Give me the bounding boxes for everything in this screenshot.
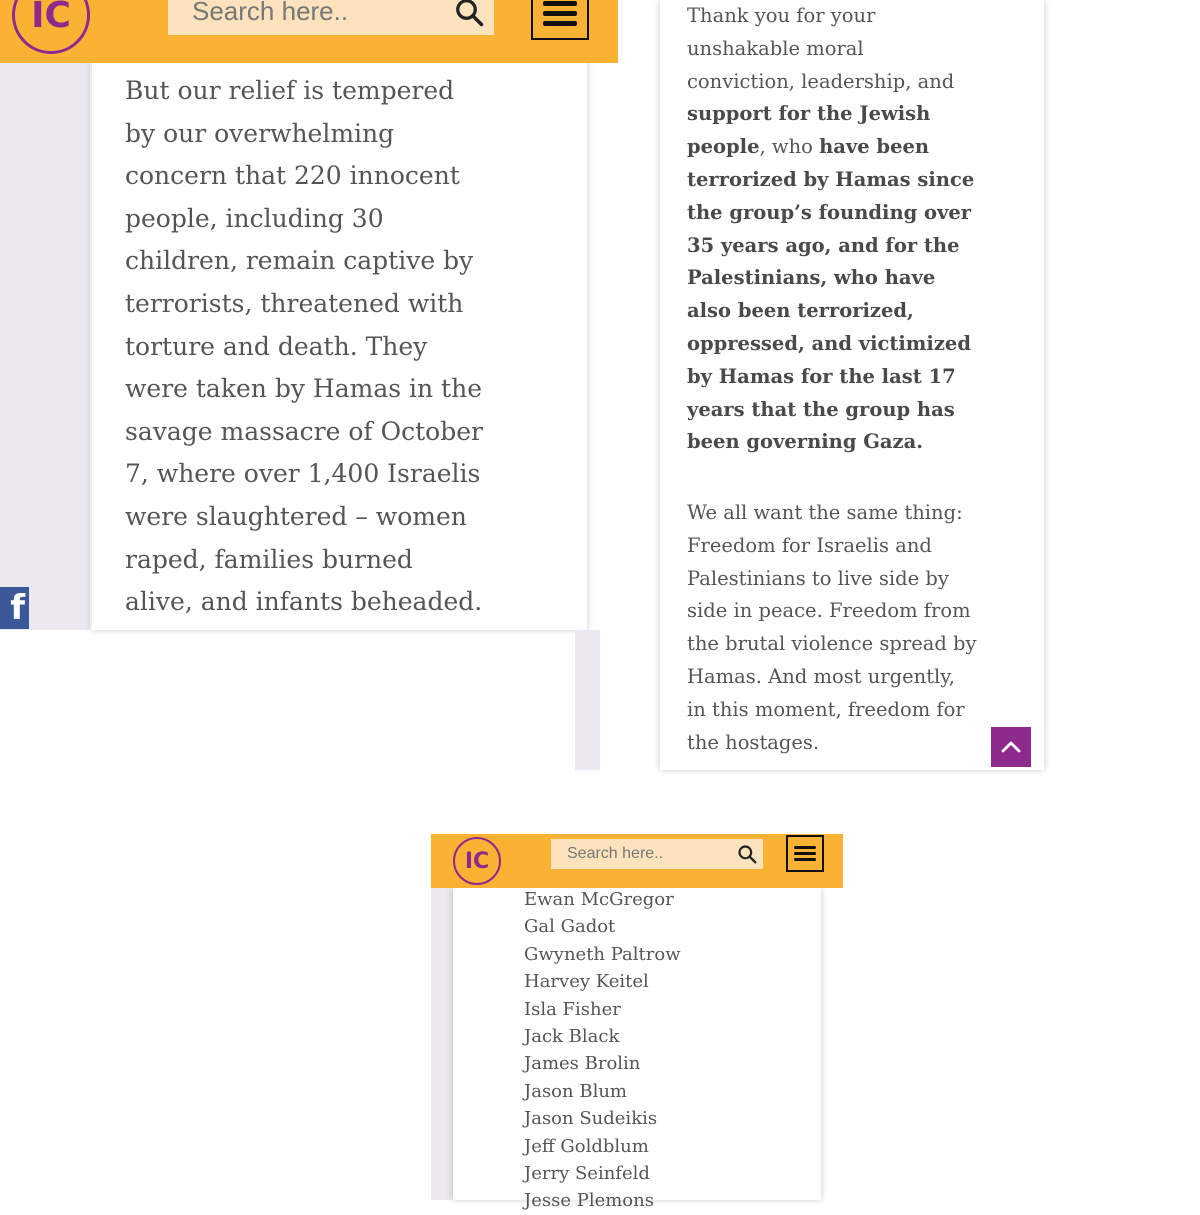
freedom-paragraph: We all want the same thing: Freedom for Israelis and Palestinians to live side by side in peace. Freedom from the brutal violence spread by Hamas. And most urgently, in this moment, freedom for the hostages.	[687, 501, 977, 754]
signatories-list	[524, 886, 681, 1215]
list-item: Jeff Goldblum	[524, 1135, 649, 1157]
hamburger-menu-icon	[794, 846, 816, 849]
list-item: James Brolin	[524, 1053, 641, 1075]
menu-button[interactable]	[786, 835, 824, 872]
search-icon[interactable]	[737, 844, 757, 864]
textured-background	[575, 630, 600, 770]
list-item: Isla Fisher	[524, 998, 621, 1020]
search-placeholder: Search here..	[567, 845, 664, 862]
facebook-icon: f	[10, 588, 25, 628]
list-item: Jason Sudeikis	[524, 1108, 658, 1130]
menu-button[interactable]	[531, 0, 589, 40]
textured-background	[431, 888, 453, 1200]
chevron-up-icon	[999, 735, 1023, 759]
search-icon[interactable]	[454, 0, 484, 27]
facebook-share-button[interactable]	[0, 587, 29, 629]
list-item: Jason Blum	[524, 1080, 627, 1102]
site-logo[interactable]	[453, 837, 501, 885]
site-header	[431, 834, 843, 888]
logo-text: IC	[464, 848, 490, 874]
site-logo[interactable]	[12, 0, 90, 54]
list-item: Jack Black	[524, 1025, 620, 1047]
thank-you-paragraph: Thank you for your unshakable moral conviction, leadership, and support for the Jewish people, who have been terrorized by Hamas since the group’s founding over 35 years ago, and for the Palestinians, who have also been terrorized, oppressed, and victimized by Hamas for the last 17 years that the group has been governing Gaza.	[687, 4, 975, 454]
site-header	[0, 0, 618, 63]
article-paragraph: But our relief is tempered by our overwhelming concern that 220 innocent people, including 30 children, remain captive by terrorists, threatened with torture and death. They were taken by Hamas in the savage massacre of October 7, where over 1,400 Israelis were slaughtered – women raped, families burned alive, and infants beheaded.	[125, 76, 483, 617]
bold-text: support for the Jewish people	[687, 102, 931, 159]
list-item: Jesse Plemons	[524, 1190, 654, 1212]
list-item: Harvey Keitel	[524, 971, 649, 993]
textured-background	[0, 60, 90, 630]
search-bar[interactable]	[168, 0, 494, 35]
search-placeholder: Search here..	[192, 0, 349, 26]
bold-text: have been terrorized by Hamas since the group’s founding over 35 years ago, and for the Palestinians, who have also been terrorized, oppressed, and victimized by Hamas for the last 17 years that the group has been governing Gaza.	[687, 135, 975, 454]
list-item: Ewan McGregor	[524, 889, 674, 910]
list-item: Gwyneth Paltrow	[524, 943, 681, 965]
right-screenshot	[650, 0, 1060, 770]
list-item: Gal Gadot	[524, 916, 616, 938]
hamburger-menu-icon	[543, 1, 577, 6]
logo-text: IC	[31, 0, 71, 36]
list-item: Jerry Seinfeld	[524, 1162, 650, 1184]
scroll-to-top-button[interactable]	[991, 727, 1031, 767]
search-bar[interactable]	[551, 839, 763, 869]
left-screenshot	[0, 0, 618, 770]
bottom-screenshot	[431, 834, 843, 1212]
